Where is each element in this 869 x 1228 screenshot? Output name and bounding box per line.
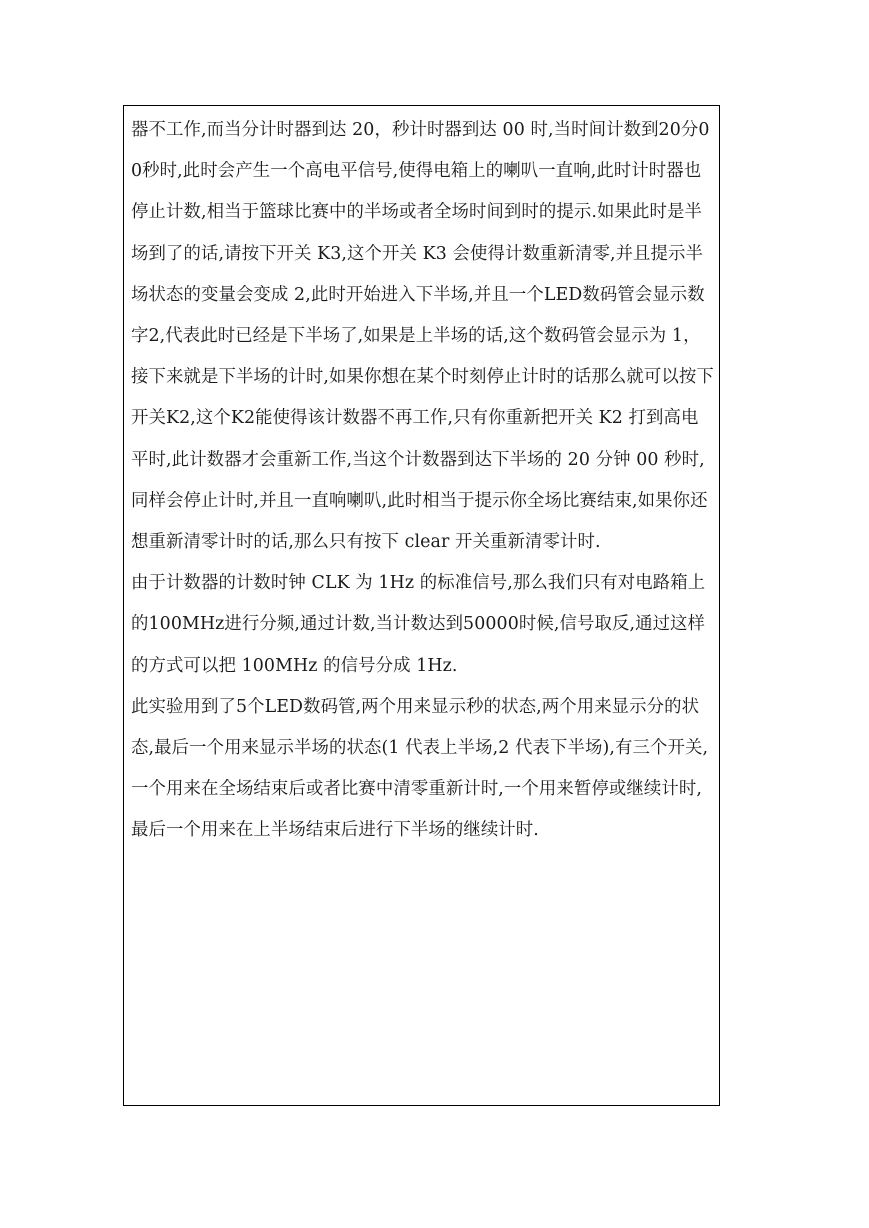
text-body bbox=[131, 110, 715, 852]
paragraph-2: 由于计数器的计数时钟 CLK 为 1Hz 的标准信号,那么我们只有对电路箱上的100MHz进行分频,通过计数,当计数达到50000时候,信号取反,通过这样的方式可以把 100MHz 的信号分成 1Hz. bbox=[131, 573, 706, 676]
paragraph-3: 此实验用到了5个LED数码管,两个用来显示秒的状态,两个用来显示分的状态,最后一个用来显示半场的状态(1 代表上半场,2 代表下半场),有三个开关,一个用来在全场结束后或者比赛中清零重新计时,一个用来暂停或继续计时,最后一个用来在上半场结束后进行下半场的继续计时. bbox=[131, 696, 709, 841]
paragraph-1: 器不工作,而当分计时器到达 20，秒计时器到达 00 时,当时间计数到20分00秒时,此时会产生一个高电平信号,使得电箱上的喇叭一直响,此时计时器也停止计数,相当于篮球比赛中的半场或者全场时间到时的提示.如果此时是半场到了的话,请按下开关 K3,这个开关 K3 会使得计数重新清零,并且提示半场状态的变量会变成 2,此时开始进入下半场,并且一个LED数码管会显示数字2,代表此时已经是下半场了,如果是上半场的话,这个数码管会显示为 1，接下来就是下半场的计时,如果你想在某个时刻停止计时的话那么就可以按下开关K2,这个K2能使得该计数器不再工作,只有你重新把开关 K2 打到高电平时,此计数器才会重新工作,当这个计数器到达下半场的 20 分钟 00 秒时,同样会停止计时,并且一直响喇叭,此时相当于提示你全场比赛结束,如果你还想重新清零计时的话,那么只有按下 clear 开关重新清零计时. bbox=[131, 120, 714, 553]
